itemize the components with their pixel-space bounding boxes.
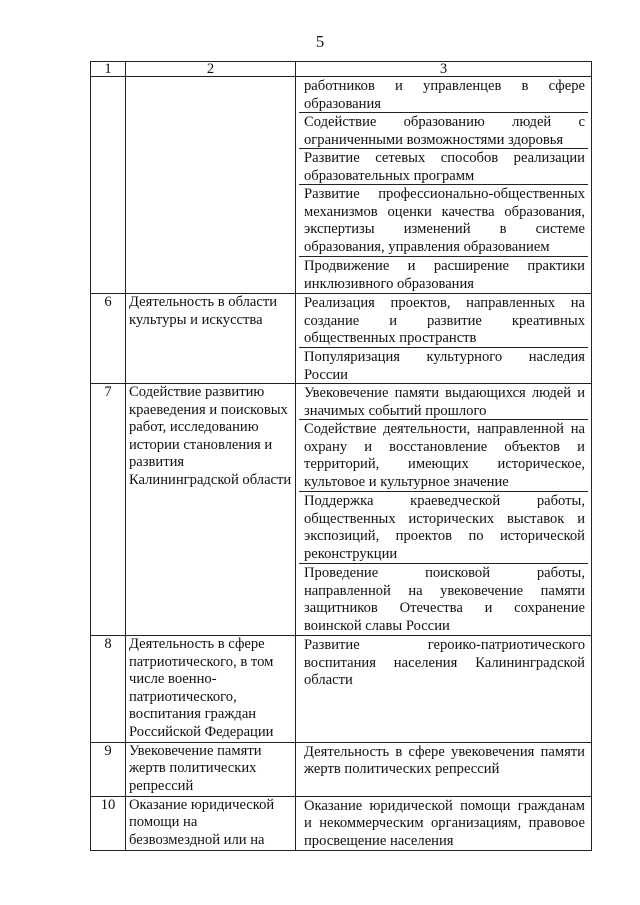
activity-area: Деятельность в области культуры и искусства xyxy=(126,294,296,384)
directions-table xyxy=(90,61,592,851)
activity-area: Содействие развитию краеведения и поисковых работ, исследованию истории становления и развития Калининградской области xyxy=(126,384,296,636)
direction-item: Оказание юридической помощи гражданам и некоммерческим организациям, правовое просвещение населения xyxy=(304,797,585,849)
row-number: 6 xyxy=(91,294,126,384)
column-header-2: 2 xyxy=(126,62,296,77)
column-header-1: 1 xyxy=(91,62,126,77)
directions-cell xyxy=(296,742,592,796)
column-header-3: 3 xyxy=(296,62,592,77)
directions-cell xyxy=(296,294,592,384)
table-row xyxy=(91,294,592,384)
direction-item: Поддержка краеведческой работы, общественных исторических выставок и экспозиций, проектов по исторической реконструкции xyxy=(299,492,588,564)
directions-cell xyxy=(296,384,592,636)
directions-cell xyxy=(296,636,592,743)
activity-area xyxy=(126,77,296,294)
direction-item: Проведение поисковой работы, направленной на увековечение памяти защитников Отечества и сохранение воинской славы России xyxy=(304,565,585,634)
direction-item: Реализация проектов, направленных на создание и развитие креативных общественных пространств xyxy=(299,294,588,348)
table-row xyxy=(91,742,592,796)
table-row xyxy=(91,77,592,294)
row-number: 10 xyxy=(91,796,126,850)
direction-item: Развитие сетевых способов реализации образовательных программ xyxy=(299,149,588,185)
page-number: 5 xyxy=(315,32,325,51)
table-row xyxy=(91,384,592,636)
direction-item: работников и управленцев в сфере образования xyxy=(299,77,588,113)
direction-item: Деятельность в сфере увековечения памяти жертв политических репрессий xyxy=(304,743,585,778)
direction-item: Популяризация культурного наследия России xyxy=(304,349,585,383)
direction-item: Развитие героико-патриотического воспитания населения Калининградской области xyxy=(304,637,585,689)
row-number: 8 xyxy=(91,636,126,743)
direction-item: Продвижение и расширение практики инклюзивного образования xyxy=(304,258,585,292)
directions-cell xyxy=(296,796,592,850)
row-number: 7 xyxy=(91,384,126,636)
direction-item: Содействие образованию людей с ограниченными возможностями здоровья xyxy=(299,113,588,149)
table-row xyxy=(91,796,592,850)
direction-item: Содействие деятельности, направленной на охрану и восстановление объектов и территорий, имеющих историческое, культовое и культурное значение xyxy=(299,420,588,492)
direction-item: Увековечение памяти выдающихся людей и значимых событий прошлого xyxy=(299,384,588,420)
activity-area: Деятельность в сфере патриотического, в том числе военно-патриотического, воспитания граждан Российской Федерации xyxy=(126,636,296,743)
directions-cell xyxy=(296,77,592,294)
activity-area: Увековечение памяти жертв политических репрессий xyxy=(126,742,296,796)
direction-item: Развитие профессионально-общественных механизмов оценки качества образования, экспертизы изменений в системе образования, управления образованием xyxy=(299,185,588,257)
activity-area: Оказание юридической помощи на безвозмездной или на xyxy=(126,796,296,850)
row-number: 9 xyxy=(91,742,126,796)
table-row xyxy=(91,636,592,743)
table-header-row xyxy=(91,62,592,77)
row-number xyxy=(91,77,126,294)
